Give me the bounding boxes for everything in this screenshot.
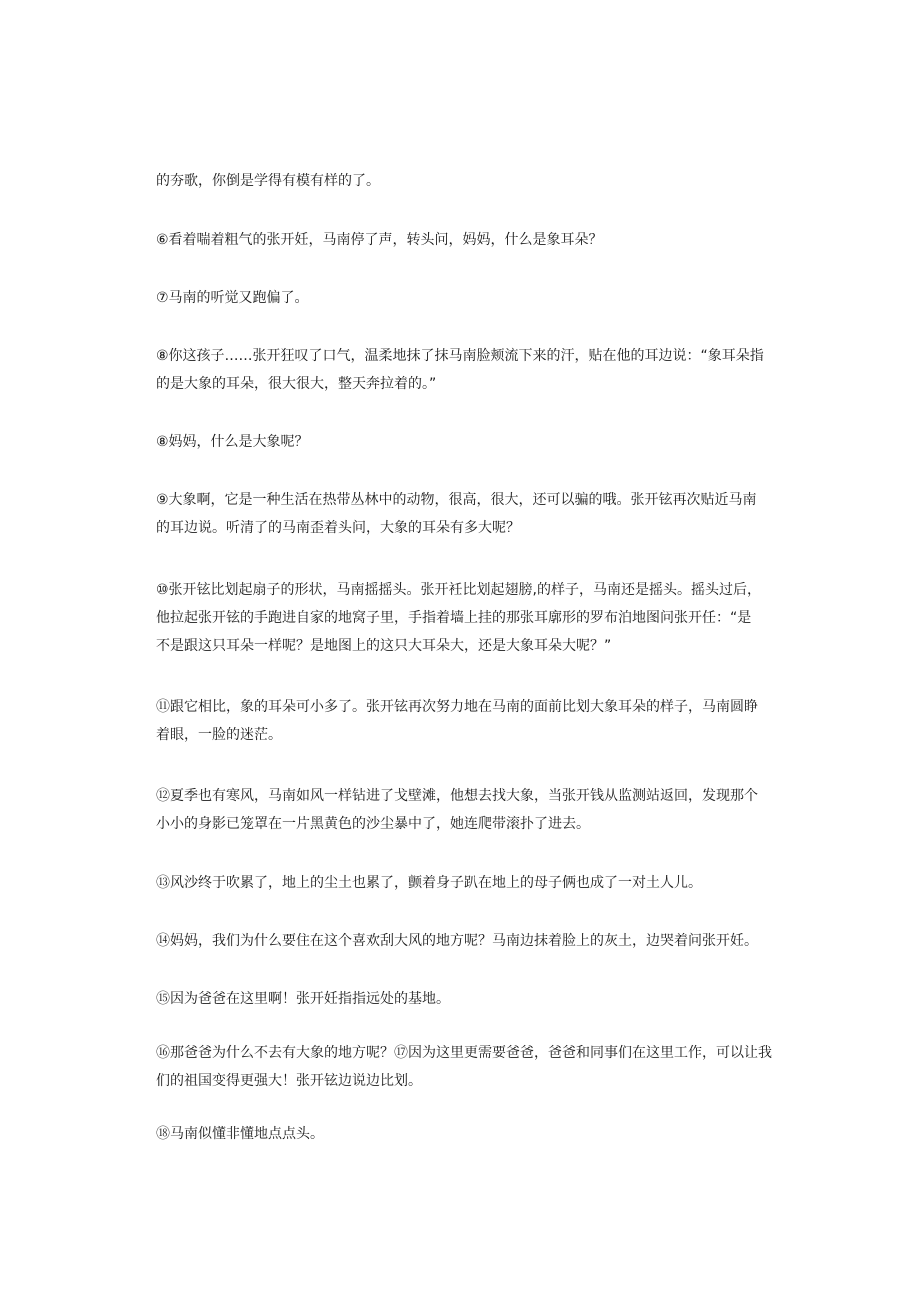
text-line: 们的祖国变得更强大！张开铉边说边比划。 (156, 1073, 422, 1089)
text-line: ⑥看着喘着粗气的张开妊，马南停了声，转头问，妈妈，什么是象耳朵？ (156, 232, 603, 248)
text-line: ⑧你这孩子……张开狂叹了口气，温柔地抹了抹马南脸颊流下来的汗，贴在他的耳边说：“象耳朵指 (156, 348, 764, 364)
text-line: 着眼，一脸的迷茫。 (156, 727, 282, 743)
text-line: ⑫夏季也有寒风，马南如风一样钻进了戈壁滩，他想去找大象，当张开钱从监测站返回，发现那个 (156, 788, 758, 804)
paragraph-8b (156, 428, 766, 456)
paragraph-7 (156, 284, 766, 312)
text-line: 的耳边说。听清了的马南歪着头问，大象的耳朵有多大呢？ (156, 520, 520, 536)
text-line: ⑪跟它相比，象的耳朵可小多了。张开铉再次努力地在马南的面前比划大象耳朵的样子，马南圆睁 (156, 699, 758, 715)
text-line: ⑨大象啊，它是一种生活在热带丛林中的动物，很高，很大，还可以骗的哦。张开铉再次贴近马南 (156, 492, 757, 508)
text-line: 他拉起张开铉的手跑进自家的地窝子里，手指着墙上挂的那张耳廓形的罗布泊地图问张开任：“是 (156, 610, 752, 626)
text-line: ⑯那爸爸为什么不去有大象的地方呢？⑰因为这里更需要爸爸，爸爸和同事们在这里工作，可以让我 (156, 1045, 772, 1061)
paragraph-18 (156, 1120, 766, 1148)
text-line: 小小的身影已笼罩在一片黑黄色的沙尘暴中了，她连爬带滚扑了进去。 (156, 816, 590, 832)
text-line: ⑩张开铉比划起扇子的形状，马南摇摇头。张开衽比划起翅膀,的样子，马南还是摇头。摇头过后， (156, 582, 761, 598)
text-line: ⑬风沙终于吹累了，地上的尘土也累了，颤着身子趴在地上的母子俩也成了一对土人儿。 (156, 875, 702, 891)
text-line: ⑮因为爸爸在这里啊！张开妊指指远处的基地。 (156, 991, 450, 1007)
paragraph-14 (156, 927, 766, 955)
paragraph-5-tail (156, 167, 766, 195)
text-line: ⑱马南似懂非懂地点点头。 (156, 1126, 324, 1142)
text-line: ⑦马南的听觉又跑偏了。 (156, 290, 309, 306)
paragraph-12 (156, 782, 766, 838)
paragraph-10 (156, 576, 766, 660)
text-line: 的是大象的耳朵，很大很大，整天奔拉着的。” (156, 376, 437, 392)
paragraph-16-17 (156, 1039, 772, 1095)
paragraph-9 (156, 486, 766, 542)
text-line: 的夯歌，你倒是学得有模有样的了。 (156, 173, 380, 189)
paragraph-13 (156, 869, 766, 897)
paragraph-11 (156, 693, 766, 749)
paragraph-6 (156, 226, 766, 254)
text-line: 不是跟这只耳朵一样呢？是地图上的这只大耳朵大，还是大象耳朵大呢？” (156, 638, 612, 654)
text-line: ⑭妈妈，我们为什么要住在这个喜欢刮大风的地方呢？马南边抹着脸上的灰土，边哭着问张开妊。 (156, 933, 758, 949)
paragraph-8 (156, 342, 766, 398)
text-line: ⑧妈妈，什么是大象呢？ (156, 434, 309, 450)
paragraph-15 (156, 985, 766, 1013)
